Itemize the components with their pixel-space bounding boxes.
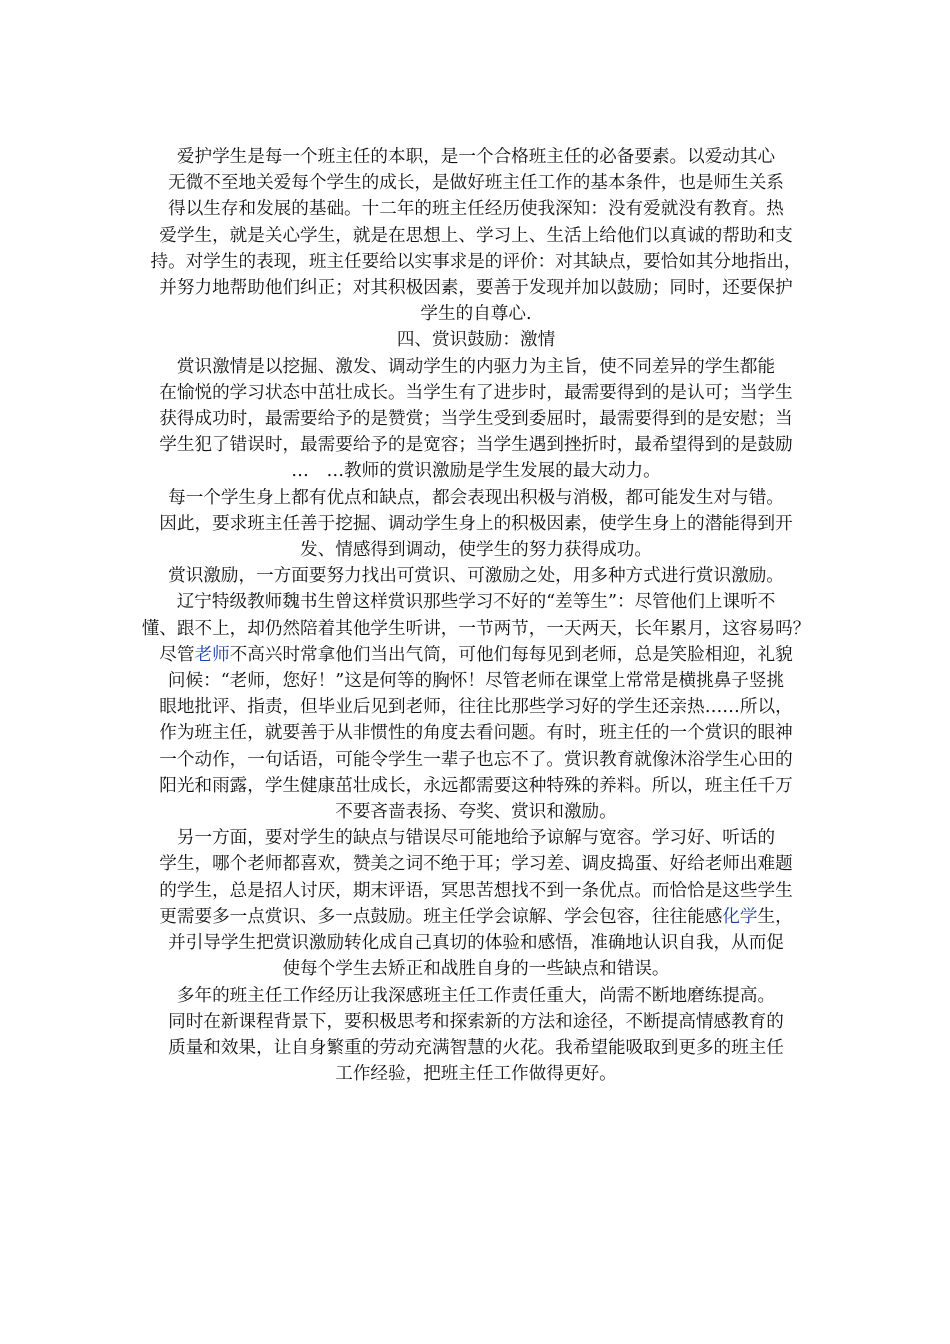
text-line: 因此，要求班主任善于挖掘、调动学生身上的积极因素，使学生身上的潜能得到开 bbox=[159, 513, 793, 534]
text-segment: 生， bbox=[757, 906, 793, 927]
heading-line: 四、赏识鼓励：激情 bbox=[396, 330, 556, 351]
text-line: 学生，哪个老师都喜欢，赞美之词不绝于耳；学习差、调皮捣蛋、好给老师出难题 bbox=[159, 854, 793, 875]
text-line: 的学生，总是招人讨厌，期末评语，冥思苦想找不到一条优点。而恰恰是这些学生 bbox=[159, 880, 793, 901]
text-line: 爱护学生是每一个班主任的本职，是一个合格班主任的必备要素。以爱动其心 bbox=[176, 147, 776, 167]
text-line: 爱学生，就是关心学生，就是在思想上、学习上、生活上给他们以真诚的帮助和支 bbox=[159, 225, 793, 246]
text-line: 持。对学生的表现，班主任要给以实事求是的评价：对其缺点，要恰如其分地指出， bbox=[150, 251, 802, 272]
text-line: 辽宁特级教师魏书生曾这样赏识那些学习不好的“差等生”：尽管他们上课听不 bbox=[176, 592, 776, 613]
text-line: … …教师的赏识激励是学生发展的最大动力。 bbox=[291, 461, 661, 482]
text-line: 另一方面，要对学生的缺点与错误尽可能地给予谅解与宽容。学习好、听话的 bbox=[176, 828, 776, 849]
text-line: 一个动作，一句话语，可能令学生一辈子也忘不了。赏识教育就像沐浴学生心田的 bbox=[159, 749, 793, 770]
inline-link[interactable]: 老师 bbox=[194, 644, 230, 665]
text-line: 问候：“老师，您好！”这是何等的胸怀！尽管老师在课堂上常常是横挑鼻子竖挑 bbox=[167, 671, 785, 692]
text-segment: 不高兴时常拿他们当出气筒，可他们每每见到老师，总是笑脸相迎，礼貌 bbox=[229, 644, 793, 665]
text-line: 多年的班主任工作经历让我深感班主任工作责任重大，尚需不断地磨练提高。 bbox=[176, 985, 776, 1006]
text-line: 眼地批评、指责，但毕业后见到老师，往往比那些学习好的学生还亲热……所以， bbox=[159, 697, 793, 718]
text-line: 不要吝啬表扬、夸奖、赏识和激励。 bbox=[335, 802, 617, 823]
text-line: 质量和效果，让自身繁重的劳动充满智慧的火花。我希望能吸取到更多的班主任 bbox=[168, 1037, 784, 1058]
text-line: 每一个学生身上都有优点和缺点，都会表现出积极与消极，都可能发生对与错。 bbox=[168, 487, 784, 508]
text-line: 并努力地帮助他们纠正；对其积极因素，要善于发现并加以鼓励；同时，还要保护 bbox=[159, 278, 793, 299]
paragraph bbox=[138, 825, 814, 982]
document-body bbox=[138, 144, 814, 1087]
text-line: 在愉悦的学习状态中茁壮成长。当学生有了进步时，最需要得到的是认可；当学生 bbox=[159, 382, 793, 403]
text-line: 并引导学生把赏识激励转化成自己真切的体验和感悟，准确地认识自我，从而促 bbox=[168, 933, 784, 954]
text-line: 无微不至地关爱每个学生的成长，是做好班主任工作的基本条件，也是师生关系 bbox=[168, 173, 784, 194]
text-line: 工作经验，把班主任工作做得更好。 bbox=[335, 1064, 617, 1085]
text-line: 赏识激情是以挖掘、激发、调动学生的内驱力为主旨，使不同差异的学生都能 bbox=[176, 356, 776, 377]
paragraph bbox=[138, 563, 814, 825]
text-line: 阳光和雨露，学生健康茁壮成长，永远都需要这种特殊的养料。所以，班主任千万 bbox=[159, 775, 793, 796]
text-line: 获得成功时，最需要给予的是赞赏；当学生受到委屈时，最需要得到的是安慰；当 bbox=[159, 409, 793, 430]
section-heading bbox=[138, 327, 814, 353]
text-line bbox=[138, 904, 814, 930]
text-line: 得以生存和发展的基础。十二年的班主任经历使我深知：没有爱就没有教育。热 bbox=[168, 199, 784, 220]
text-line: 发、情感得到调动，使学生的努力获得成功。 bbox=[300, 540, 652, 561]
paragraph bbox=[138, 354, 814, 485]
text-line bbox=[138, 642, 814, 668]
text-line: 使每个学生去矫正和战胜自身的一些缺点和错误。 bbox=[282, 959, 670, 980]
paragraph bbox=[138, 983, 814, 1088]
text-segment: 尽管 bbox=[159, 644, 195, 665]
text-line: 懂、跟不上，却仍然陪着其他学生听讲，一节两节，一天两天，长年累月，这容易吗？ bbox=[141, 618, 811, 639]
text-line: 赏识激励，一方面要努力找出可赏识、可激励之处，用多种方式进行赏识激励。 bbox=[168, 566, 784, 587]
text-line: 同时在新课程背景下，要积极思考和探索新的方法和途径，不断提高情感教育的 bbox=[168, 1011, 784, 1032]
text-line: 作为班主任，就要善于从非惯性的角度去看问题。有时，班主任的一个赏识的眼神 bbox=[159, 723, 793, 744]
text-segment: 更需要多一点赏识、多一点鼓励。班主任学会谅解、学会包容，往往能感 bbox=[159, 906, 723, 927]
paragraph bbox=[138, 485, 814, 564]
text-line: 学生的自尊心. bbox=[420, 304, 532, 325]
text-line: 学生犯了错误时，最需要给予的是宽容；当学生遇到挫折时，最希望得到的是鼓励 bbox=[159, 435, 793, 456]
paragraph bbox=[138, 144, 814, 327]
inline-link[interactable]: 化学 bbox=[722, 906, 758, 927]
